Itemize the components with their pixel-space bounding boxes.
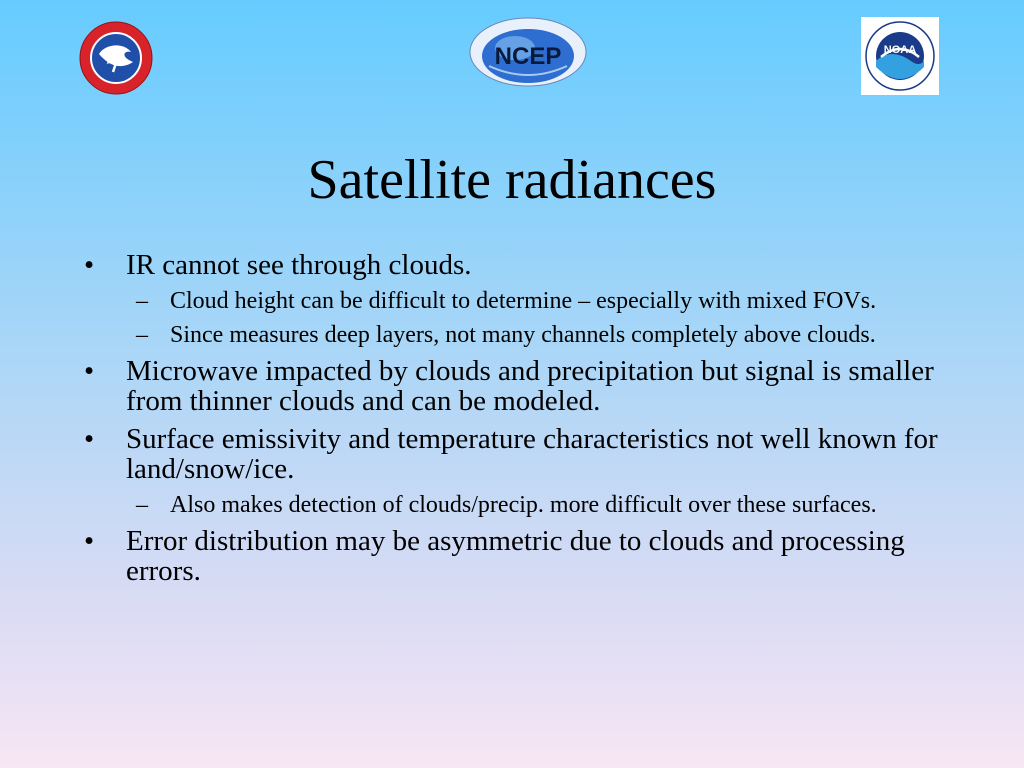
bullet-item [84, 356, 944, 416]
noaa-logo [861, 17, 939, 95]
sub-bullet-text: Cloud height can be difficult to determine – especially with mixed FOVs. [170, 288, 877, 314]
nws-logo-icon [75, 20, 157, 96]
ncep-logo-label: NCEP [494, 43, 562, 70]
ncep-logo-icon [467, 14, 589, 90]
ncep-logo [467, 14, 589, 90]
sub-bullet-marker: – [136, 492, 148, 518]
bullet-marker: • [84, 355, 95, 387]
sub-bullet-item [84, 492, 944, 518]
nws-logo [75, 20, 157, 96]
bullet-text: Error distribution may be asymmetric due to clouds and processing errors. [126, 525, 905, 587]
noaa-logo-label: NOAA [883, 44, 917, 56]
bullet-text: Surface emissivity and temperature characteristics not well known for land/snow/ice. [126, 423, 938, 485]
bullet-item [84, 250, 944, 280]
sub-bullet-item [84, 322, 944, 348]
bullet-marker: • [84, 249, 95, 281]
bullet-marker: • [84, 423, 95, 455]
bullet-text: IR cannot see through clouds. [126, 249, 472, 281]
sub-bullet-marker: – [136, 288, 148, 314]
bullet-text: Microwave impacted by clouds and precipitation but signal is smaller from thinner clouds and can be modeled. [126, 355, 934, 417]
slide-title: Satellite radiances [307, 149, 717, 211]
sub-bullet-item [84, 288, 944, 314]
noaa-logo-icon [861, 17, 939, 95]
bullet-list [84, 250, 944, 586]
bullet-marker: • [84, 525, 95, 557]
sub-bullet-text: Since measures deep layers, not many channels completely above clouds. [170, 322, 876, 348]
bullet-item [84, 424, 944, 484]
sub-bullet-text: Also makes detection of clouds/precip. more difficult over these surfaces. [170, 492, 877, 518]
bullet-item [84, 526, 944, 586]
sub-bullet-marker: – [136, 322, 148, 348]
